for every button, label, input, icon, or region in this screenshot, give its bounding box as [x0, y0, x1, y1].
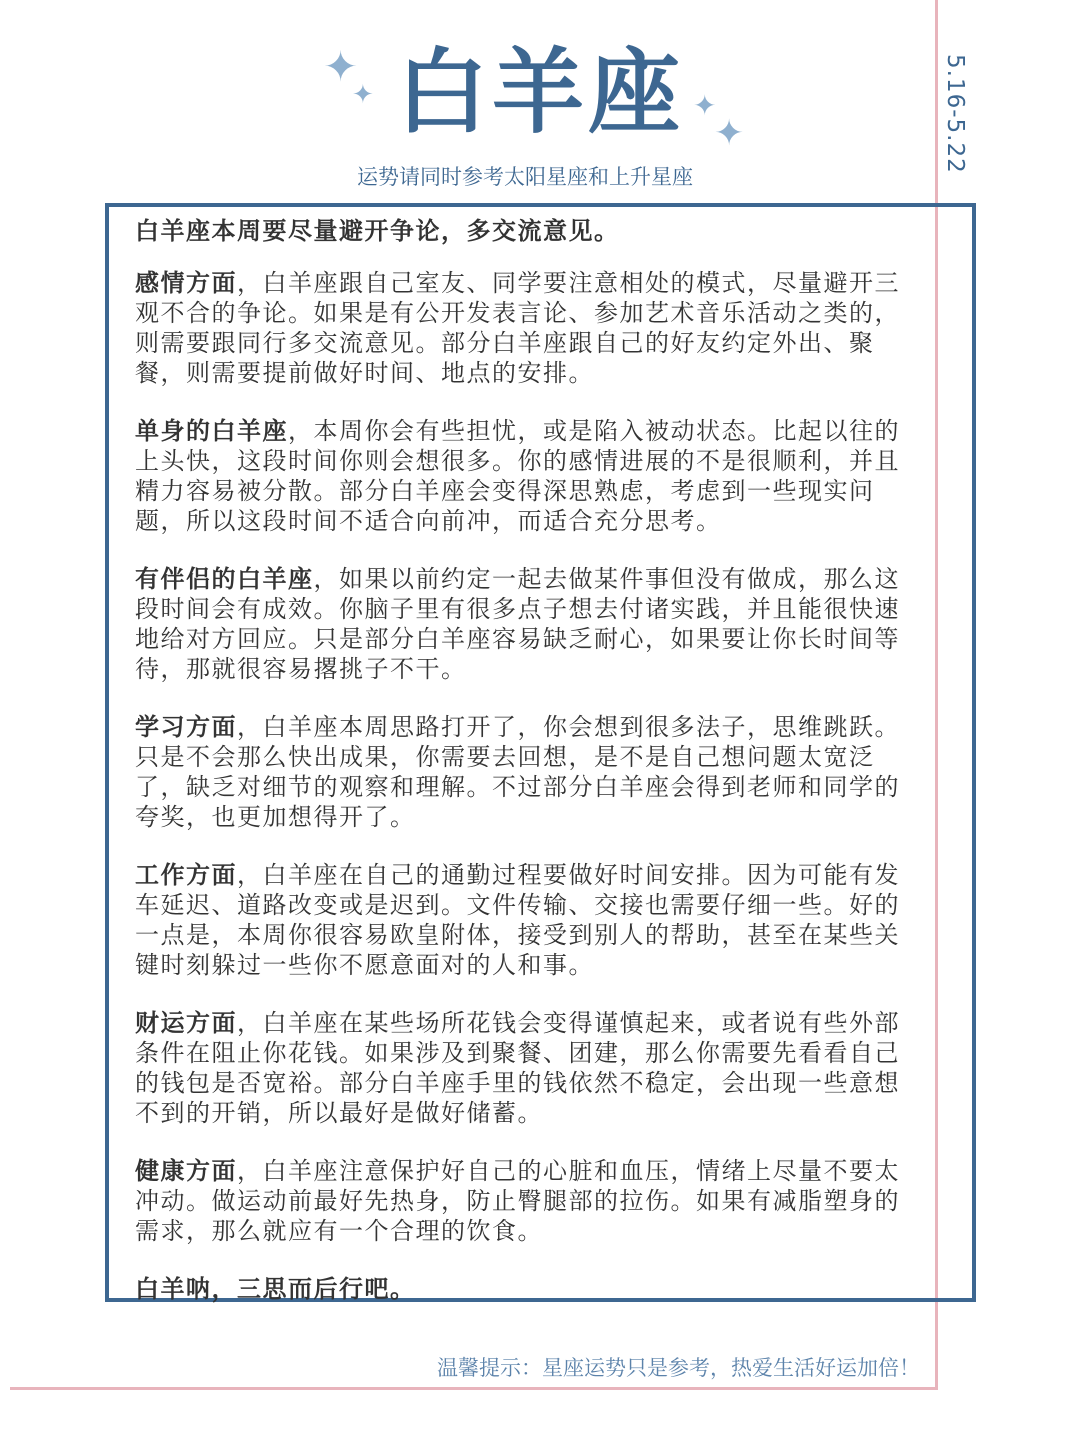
section-paragraph [135, 1008, 911, 1128]
section-lead: 工作方面 [135, 861, 237, 889]
page-subtitle: 运势请同时参考太阳星座和上升星座 [357, 165, 693, 189]
section-text: ，白羊座注意保护好自己的心脏和血压，情绪上尽量不要太冲动。做运动前最好先热身，防止臀腿部的拉伤。如果有减脂塑身的需求，那么就应有一个合理的饮食。 [135, 1157, 900, 1245]
sparkle-icon: ✦ [352, 80, 374, 110]
footer-tip: 温馨提示：星座运势只是参考，热爱生活好运加倍！ [437, 1356, 920, 1380]
outro-text: 白羊呐，三思而后行吧。 [135, 1275, 416, 1303]
section-lead: 有伴侣的白羊座 [135, 565, 314, 593]
sparkle-icon: ✦ [714, 113, 745, 154]
section-paragraph [135, 860, 911, 980]
section-lead: 感情方面 [135, 269, 237, 297]
page-title: 白羊座 [395, 39, 684, 146]
section-paragraph [135, 416, 911, 536]
section-paragraph [135, 1156, 911, 1246]
sparkle-icon: ✦ [323, 42, 359, 91]
section-text: ，白羊座在某些场所花钱会变得谨慎起来，或者说有些外部条件在阻止你花钱。如果涉及到聚餐、团建，那么你需要先看看自己的钱包是否宽裕。部分白羊座手里的钱依然不稳定，会出现一些意想不到的开销，所以最好是做好储蓄。 [135, 1009, 900, 1127]
section-text: ，白羊座跟自己室友、同学要注意相处的模式，尽量避开三观不合的争论。如果是有公开发表言论、参加艺术音乐活动之类的，则需要跟同行多交流意见。部分白羊座跟自己的好友约定外出、聚餐，则需要提前做好时间、地点的安排。 [135, 269, 900, 387]
section-lead: 学习方面 [135, 713, 237, 741]
section-lead: 健康方面 [135, 1157, 237, 1185]
section-text: ，白羊座在自己的通勤过程要做好时间安排。因为可能有发车延迟、道路改变或是迟到。文件传输、交接也需要仔细一些。好的一点是，本周你很容易欧皇附体，接受到别人的帮助，甚至在某些关键时刻躲过一些你不愿意面对的人和事。 [135, 861, 900, 979]
horoscope-content [135, 216, 911, 1304]
intro-text: 白羊座本周要尽量避开争论，多交流意见。 [135, 217, 620, 245]
section-paragraph [135, 712, 911, 832]
section-text: ，白羊座本周思路打开了，你会想到很多法子，思维跳跃。只是不会那么快出成果，你需要去回想，是不是自己想问题太宽泛了，缺乏对细节的观察和理解。不过部分白羊座会得到老师和同学的夸奖，也更加想得开了。 [135, 713, 900, 831]
section-lead: 财运方面 [135, 1009, 237, 1037]
section-paragraph [135, 268, 911, 388]
pink-horizontal-line [10, 1387, 938, 1390]
section-paragraph [135, 564, 911, 684]
section-text: ，如果以前约定一起去做某件事但没有做成，那么这段时间会有成效。你脑子里有很多点子想去付诸实践，并且能很快速地给对方回应。只是部分白羊座容易缺乏耐心，如果要让你长时间等待，那就很容易撂挑子不干。 [135, 565, 900, 683]
date-range: 5.16-5.22 [942, 54, 968, 174]
section-lead: 单身的白羊座 [135, 417, 288, 445]
sparkle-icon: ✦ [693, 89, 717, 122]
section-text: ，本周你会有些担忧，或是陷入被动状态。比起以往的上头快，这段时间你则会想很多。你的感情进展的不是很顺利，并且精力容易被分散。部分白羊座会变得深思熟虑，考虑到一些现实问题，所以这段时间不适合向前冲，而适合充分思考。 [135, 417, 900, 535]
